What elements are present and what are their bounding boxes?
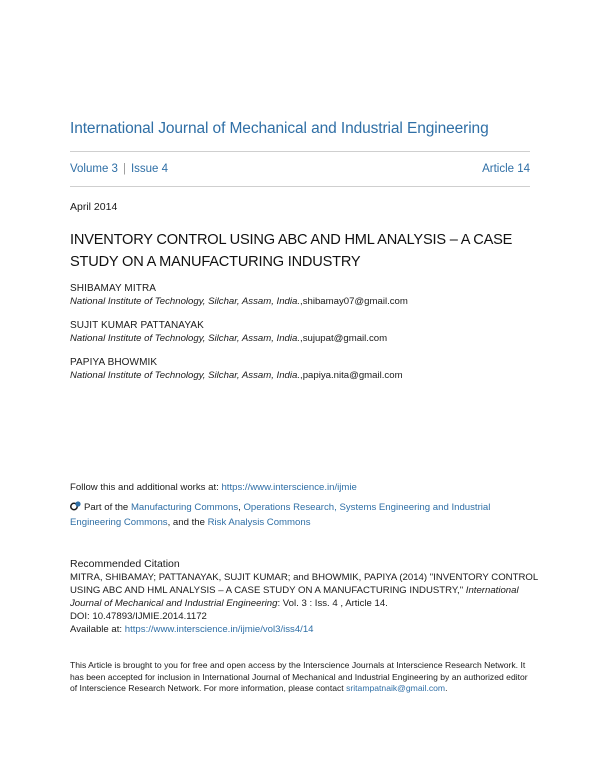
author-affiliation: National Institute of Technology, Silchar, Assam, India. xyxy=(70,296,301,307)
article-number-link[interactable]: Article 14 xyxy=(482,163,530,175)
citation-doi: DOI: 10.47893/IJMIE.2014.1172 xyxy=(70,611,207,622)
journal-url-link[interactable]: https://www.interscience.in/ijmie xyxy=(221,482,357,493)
author-affiliation-line xyxy=(70,295,530,308)
author-affiliation-line xyxy=(70,332,530,345)
journal-title[interactable]: International Journal of Mechanical and Industrial Engineering xyxy=(70,120,489,137)
manufacturing-commons-link[interactable]: Manufacturing Commons xyxy=(130,502,239,513)
citation-line xyxy=(70,597,530,610)
citation-block xyxy=(70,571,539,636)
author-affiliation: National Institute of Technology, Silchar, Assam, India. xyxy=(70,370,301,381)
affiliation-comma: , xyxy=(300,333,303,344)
author-email: papiya.nita@gmail.com xyxy=(302,370,403,381)
author-email: shibamay07@gmail.com xyxy=(302,296,408,307)
article-title: INVENTORY CONTROL USING ABC AND HML ANALYSIS – A CASE STUDY ON A MANUFACTURING INDUSTRY xyxy=(70,232,513,270)
author-affiliation-line xyxy=(70,369,530,382)
affiliation-comma: , xyxy=(300,296,303,307)
issue-link[interactable]: Issue 4 xyxy=(130,163,169,175)
volume-issue xyxy=(70,163,168,175)
citation-available xyxy=(70,623,530,636)
author-name: SUJIT KUMAR PATTANAYAK xyxy=(70,320,204,331)
contact-email-link[interactable]: sritampatnaik@gmail.com xyxy=(346,683,446,693)
author-name: PAPIYA BHOWMIK xyxy=(70,357,158,368)
author-affiliation: National Institute of Technology, Silchar, Assam, India. xyxy=(70,333,301,344)
open-access-notice xyxy=(70,660,530,695)
citation-text: USING ABC AND HML ANALYSIS – A CASE STUDY ON A MANUFACTURING INDUSTRY," xyxy=(70,585,466,596)
operations-research-commons-link[interactable]: Operations Research, Systems Engineering and Industrial Engineering Commons xyxy=(70,502,491,528)
follow-works-line xyxy=(70,482,530,493)
part-of-commons xyxy=(70,500,515,530)
footer-end: . xyxy=(445,683,448,693)
author-email: sujupat@gmail.com xyxy=(302,333,388,344)
author-block xyxy=(70,319,530,345)
footer-text: This Article is brought to you for free and open access by the Interscience Journals at Interscience Research Network. It has been accepted for inclusion in International Journal of Mechanical and Industrial Engineering by an authorized editor of Interscience Research Network. For more information, please contact xyxy=(70,660,528,693)
commons-separator: , xyxy=(238,502,244,513)
citation-journal: International xyxy=(465,585,519,596)
risk-analysis-commons-link[interactable]: Risk Analysis Commons xyxy=(207,517,311,528)
recommended-citation-heading: Recommended Citation xyxy=(70,558,180,570)
publication-date: April 2014 xyxy=(70,201,118,213)
author-name: SHIBAMAY MITRA xyxy=(70,283,157,294)
commons-logo-icon xyxy=(70,500,82,512)
meta-divider xyxy=(70,186,530,187)
commons-separator-and: , and the xyxy=(167,517,208,528)
citation-volume: : Vol. 3 : Iss. 4 , Article 14. xyxy=(277,598,388,609)
part-of-prefix: Part of the xyxy=(84,502,131,513)
available-label: Available at: xyxy=(70,624,125,635)
author-block xyxy=(70,356,530,382)
follow-label: Follow this and additional works at: xyxy=(70,482,222,493)
article-url-link[interactable]: https://www.interscience.in/ijmie/vol3/iss4/14 xyxy=(124,624,314,635)
citation-line: MITRA, SHIBAMAY; PATTANAYAK, SUJIT KUMAR; and BHOWMIK, PAPIYA (2014) "INVENTORY CONTROL xyxy=(70,572,539,583)
meta-separator: | xyxy=(122,163,126,175)
top-divider xyxy=(70,151,530,152)
volume-link[interactable]: Volume 3 xyxy=(70,163,118,175)
author-block xyxy=(70,282,530,308)
citation-journal: Journal of Mechanical and Industrial Engineering xyxy=(70,598,278,609)
affiliation-comma: , xyxy=(300,370,303,381)
citation-line xyxy=(70,584,530,597)
